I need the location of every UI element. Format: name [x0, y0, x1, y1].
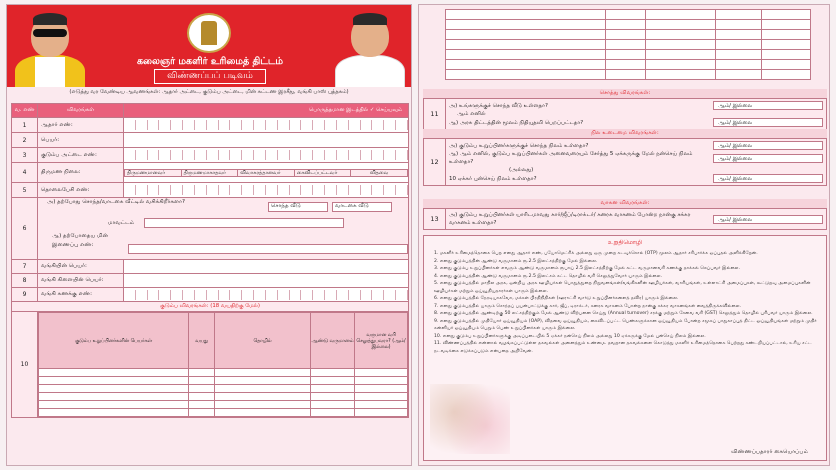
table-row[interactable] [446, 40, 811, 50]
declaration-item: 2. எனது குடும்பத்தின் ஆண்டு வருமானம் ரூ.2.5 இலட்சத்திற்கு மேல் இல்லை. [434, 258, 598, 264]
district-input[interactable] [144, 218, 344, 228]
phone-input[interactable] [124, 183, 409, 198]
family-details-heading: குடும்ப விவரங்கள்: (18 வயதிற்கு மேல்) [12, 302, 409, 312]
marital-option-divorced[interactable]: விவாகரத்தானவர் [238, 169, 295, 176]
marital-status-label: திருமண நிலை: [38, 163, 124, 183]
row-number: 6 [12, 198, 38, 260]
land-heading: நில உடைமை விவரங்கள்: [423, 129, 827, 138]
account-number-label: வங்கி கணக்கு எண்: [38, 288, 124, 302]
account-number-input[interactable] [124, 288, 409, 302]
table-row[interactable] [39, 385, 408, 393]
eb-connection-label: ஆ) தற்போதைய மின் இணைப்பு எண்: [52, 233, 108, 248]
table-row[interactable] [446, 20, 811, 30]
table-row[interactable] [446, 30, 811, 40]
table-row[interactable] [39, 401, 408, 409]
row-number: 7 [12, 260, 38, 274]
members-col-taxpayer: வருமான வரி செலுத்துபவரா? (ஆம்/ இல்லை) [355, 313, 408, 369]
portrait-right-image [333, 5, 407, 87]
declaration-item: 3. எனது குடும்ப உறுப்பினர்கள் எவரும் ஆண்டு வருமானம் ரூபாய் 2.5 இலட்சத்திற்கு மேல் கட்ட வருமானவரி கணக்கு தாக்கல் செய்பவர் இல்லை. [434, 266, 740, 271]
column-details: விவரங்கள் [38, 104, 124, 118]
row-number: 4 [12, 163, 38, 183]
own-land-answer[interactable]: ஆம்/ இல்லை [713, 141, 823, 150]
government-emblem-icon [187, 13, 231, 53]
ration-card-label: குடும்ப அட்டை எண்: [38, 148, 124, 163]
row-number: 9 [12, 288, 38, 302]
family-members-table [38, 312, 408, 417]
marital-option-deserted[interactable]: கைவிடப்பட்டவர் [294, 169, 351, 176]
declaration-section [423, 235, 827, 461]
land-section [423, 129, 827, 186]
question-number: 11 [424, 99, 446, 129]
table-row[interactable] [39, 377, 408, 385]
declaration-item: 6. எனது குடும்பத்தில் நேரடியாகவோ, மக்கள் பிரதிநிதிகள் (ஊராட்சி வார்டு உறுப்பினர்களைத் தவிர) யாரும் இல்லை. [434, 296, 679, 301]
own-house-answer[interactable]: ஆம்/ இல்லை [713, 101, 823, 110]
row-number: 3 [12, 148, 38, 163]
table-row[interactable] [39, 369, 408, 377]
vehicle-section [423, 199, 827, 230]
row-number: 10 [12, 312, 38, 418]
form-title: கலைஞர் மகளிர் உரிமைத் திட்டம் [136, 56, 284, 67]
members-col-name: குடும்ப உறுப்பினர்களின் பெயர்கள் [39, 313, 189, 369]
table-row[interactable] [39, 393, 408, 401]
rented-house-option[interactable]: வாடகை வீடு [332, 202, 392, 212]
aadhaar-input[interactable] [124, 118, 409, 133]
own-land-question: அ) குடும்ப உறுப்பினர்களுக்குச் சொந்த நிலம் உள்ளதா? [449, 142, 589, 149]
govt-scheme-question: ஆ) அரசு திட்டத்தின் மூலம் நிதியுதவி பெறப்பட்டதா? [449, 119, 584, 126]
if-yes-label: ஆம் எனில் [457, 111, 486, 117]
members-col-occupation: தொழில் [215, 313, 311, 369]
vehicle-answer[interactable]: ஆம்/ இல்லை [713, 215, 823, 224]
or-label: (அல்லது) [509, 167, 534, 173]
property-section [423, 89, 827, 130]
declaration-item: 10. எனது குடும்ப உறுப்பினர்களுக்கு அடிப்படையில் 5 ஏக்கர் நன்செய் நிலம் அல்லது 10 ஏக்கருக்கு மேல் புன்செய் நிலம் இல்லை. [434, 333, 706, 339]
govt-scheme-answer[interactable]: ஆம்/ இல்லை [713, 118, 823, 127]
applicant-signature-label: விண்ணப்பதாரர் கையொப்பம் [731, 449, 808, 455]
form-page-back [418, 4, 830, 466]
background-photo [430, 384, 510, 454]
row-number: 1 [12, 118, 38, 133]
family-members-continued-table [445, 9, 811, 80]
declaration-item: 7. எனது குடும்பத்தில் யாரும் சொந்தப் பயன்பாட்டுக்கு கார், ஜீப், டிராக்டர், கனரக வாகனம் போன்ற நான்கு சக்கர வாகனங்கள் வைத்திருக்கவில்லை. [434, 303, 741, 309]
column-sno: வ. எண் [12, 104, 38, 118]
bank-name-label: வங்கியின் பெயர்: [38, 260, 124, 274]
portrait-left-image [13, 5, 87, 87]
eb-connection-input[interactable] [128, 244, 408, 254]
declaration-item: 5. எனது குடும்பத்தில் மாநில அரசு, ஒன்றிய அரசு ஊழியர்கள் பொதுத்துறை நிறுவனங்கள்/வங்கிகளின் ஊழியர்கள், வாரியங்கள், உள்ளாட்சி அமைப்புகள், கூட்டுறவு அமைப்புகளின் ஊழியர்கள் மற்றும் ஓய்வூதியதாரர்கள் யாரும் இல்லை. [434, 281, 811, 294]
application-form-table [11, 103, 409, 418]
declaration-item: 11. விண்ணப்பத்தில் என்னால் வழங்கப்பட்டுள்ள தகவல்கள் அனைத்தும் உண்மை. தவறான தகவல்களை கொடுத்து மகளிர் உரிமைத்தொகை பெற்றது கண்டறியப்பட்டால், உரிய சட்ட நடவடிக்கை எடுக்கப்படும் என்பதை அறிவேன். [434, 341, 812, 354]
name-input[interactable] [124, 133, 409, 148]
declaration-item: 1. மகளிர் உரிமைத்தொகை பெற எனது ஆதார் எண், பயோமெட்ரிக் அல்லது ஒரு முறை கடவுச்சொல் (OTP) மூலம் ஆதார் சரிபார்க்க ஒப்புதல் அளிக்கிறேன். [434, 251, 758, 256]
marital-option-unmarried[interactable]: திருமணமாகாதவர் [181, 169, 238, 176]
marital-option-married[interactable]: திருமணமானவர் [125, 169, 182, 176]
bank-branch-input[interactable] [124, 274, 409, 288]
phone-label: தொலைபேசி எண்: [38, 183, 124, 198]
wetland-question: ஆ) ஆம் எனில், குடும்ப உறுப்பினர்கள் அனைவரையும் சேர்த்து 5 ஏக்கருக்கு மேல் நன்செய் நிலம் உள்ளதா? [449, 151, 693, 165]
district-label: மாவட்டம் [108, 219, 135, 226]
ration-card-input[interactable] [124, 148, 409, 163]
table-row[interactable] [39, 409, 408, 417]
table-row[interactable] [446, 50, 811, 60]
documents-note: (எடுத்து வர வேண்டிய ஆவணங்கள்: ஆதார் அட்டை, குடும்ப அட்டை, மின் கட்டண இரசீது, வங்கி பாஸ் புத்தகம்) [69, 89, 349, 95]
row-number: 2 [12, 133, 38, 148]
property-heading: சொத்து விவரங்கள்: [423, 89, 827, 98]
dryland-question: 10 ஏக்கர் புன்செய் நிலம் உள்ளதா? [449, 175, 537, 182]
declaration-item: 9. எனது குடும்பத்தில் முதியோர் ஓய்வூதியம் (OAP), விதவை ஓய்வூதியம், கைவிடப்பட்ட பெண்களுக்கான ஓய்வூதியம் போன்ற சமூகப் பாதுகாப்புத் திட்ட ஓய்வூதியங்கள் மற்றும் முதிர் கன்னியர் ஓய்வூதியம் பெறும் பெண் உறுப்பினர்கள் யாரும் இல்லை. [434, 318, 817, 331]
members-col-age: வயது [189, 313, 215, 369]
declaration-item: 4. எனது குடும்பத்தின் ஆண்டு வருமானம் ரூ.2.5 இலட்சம் கட்ட தொழில் வரி செலுத்துவோர் யாரும் இல்லை. [434, 273, 663, 279]
question-number: 12 [424, 139, 446, 185]
form-page-front [6, 4, 412, 466]
wetland-answer[interactable]: ஆம்/ இல்லை [713, 154, 823, 163]
declaration-item: 8. எனது குடும்பத்தில் ஆண்டிற்கு 50 லட்சத்திற்கும் மேல் ஆண்டு விற்பனை செய்து (Annual turnover) சரக்கு மற்றும் சேவை வரி (GST) செலுத்தும் தொழில் புரிபவர் யாரும் இல்லை. [434, 311, 813, 316]
dryland-answer[interactable]: ஆம்/ இல்லை [713, 174, 823, 183]
row-number: 5 [12, 183, 38, 198]
bank-branch-label: வங்கி கிளையின் பெயர்: [38, 274, 124, 288]
own-house-question: அ) உங்களுக்குச் சொந்த வீடு உள்ளதா? [449, 102, 548, 109]
name-label: பெயர்: [38, 133, 124, 148]
bank-name-input[interactable] [124, 260, 409, 274]
question-number: 13 [424, 209, 446, 229]
form-subtitle: விண்ணப்பப் படிவம் [154, 69, 266, 84]
column-tick: பொருத்தமான இடத்தில் ✓ செய்யவும் [124, 104, 409, 118]
declaration-heading: உறுதிமொழி [608, 239, 642, 246]
form-header-banner [7, 5, 411, 87]
vehicle-question: அ) குடும்ப உறுப்பினர்கள் யாரிடமாவது கார்/ஜீப்/டிராக்டர்/ கனரக வாகனம் போன்ற நான்கு சக்கர வாகனம் உள்ளதா? [449, 212, 691, 226]
own-house-option[interactable]: சொந்த வீடு [268, 202, 328, 212]
marital-option-widow[interactable]: விதவை [351, 169, 408, 176]
table-row[interactable] [446, 60, 811, 70]
table-row[interactable] [446, 70, 811, 80]
members-col-income: ஆண்டு வருமானம் [311, 313, 355, 369]
house-question: அ) தற்போது சொந்த/வாடகை வீட்டில் வசிக்கிறீர்களா? [47, 198, 185, 205]
vehicle-heading: வாகன விவரங்கள்: [423, 199, 827, 208]
table-row[interactable] [446, 10, 811, 20]
row-number: 8 [12, 274, 38, 288]
aadhaar-label: ஆதார் எண்: [38, 118, 124, 133]
